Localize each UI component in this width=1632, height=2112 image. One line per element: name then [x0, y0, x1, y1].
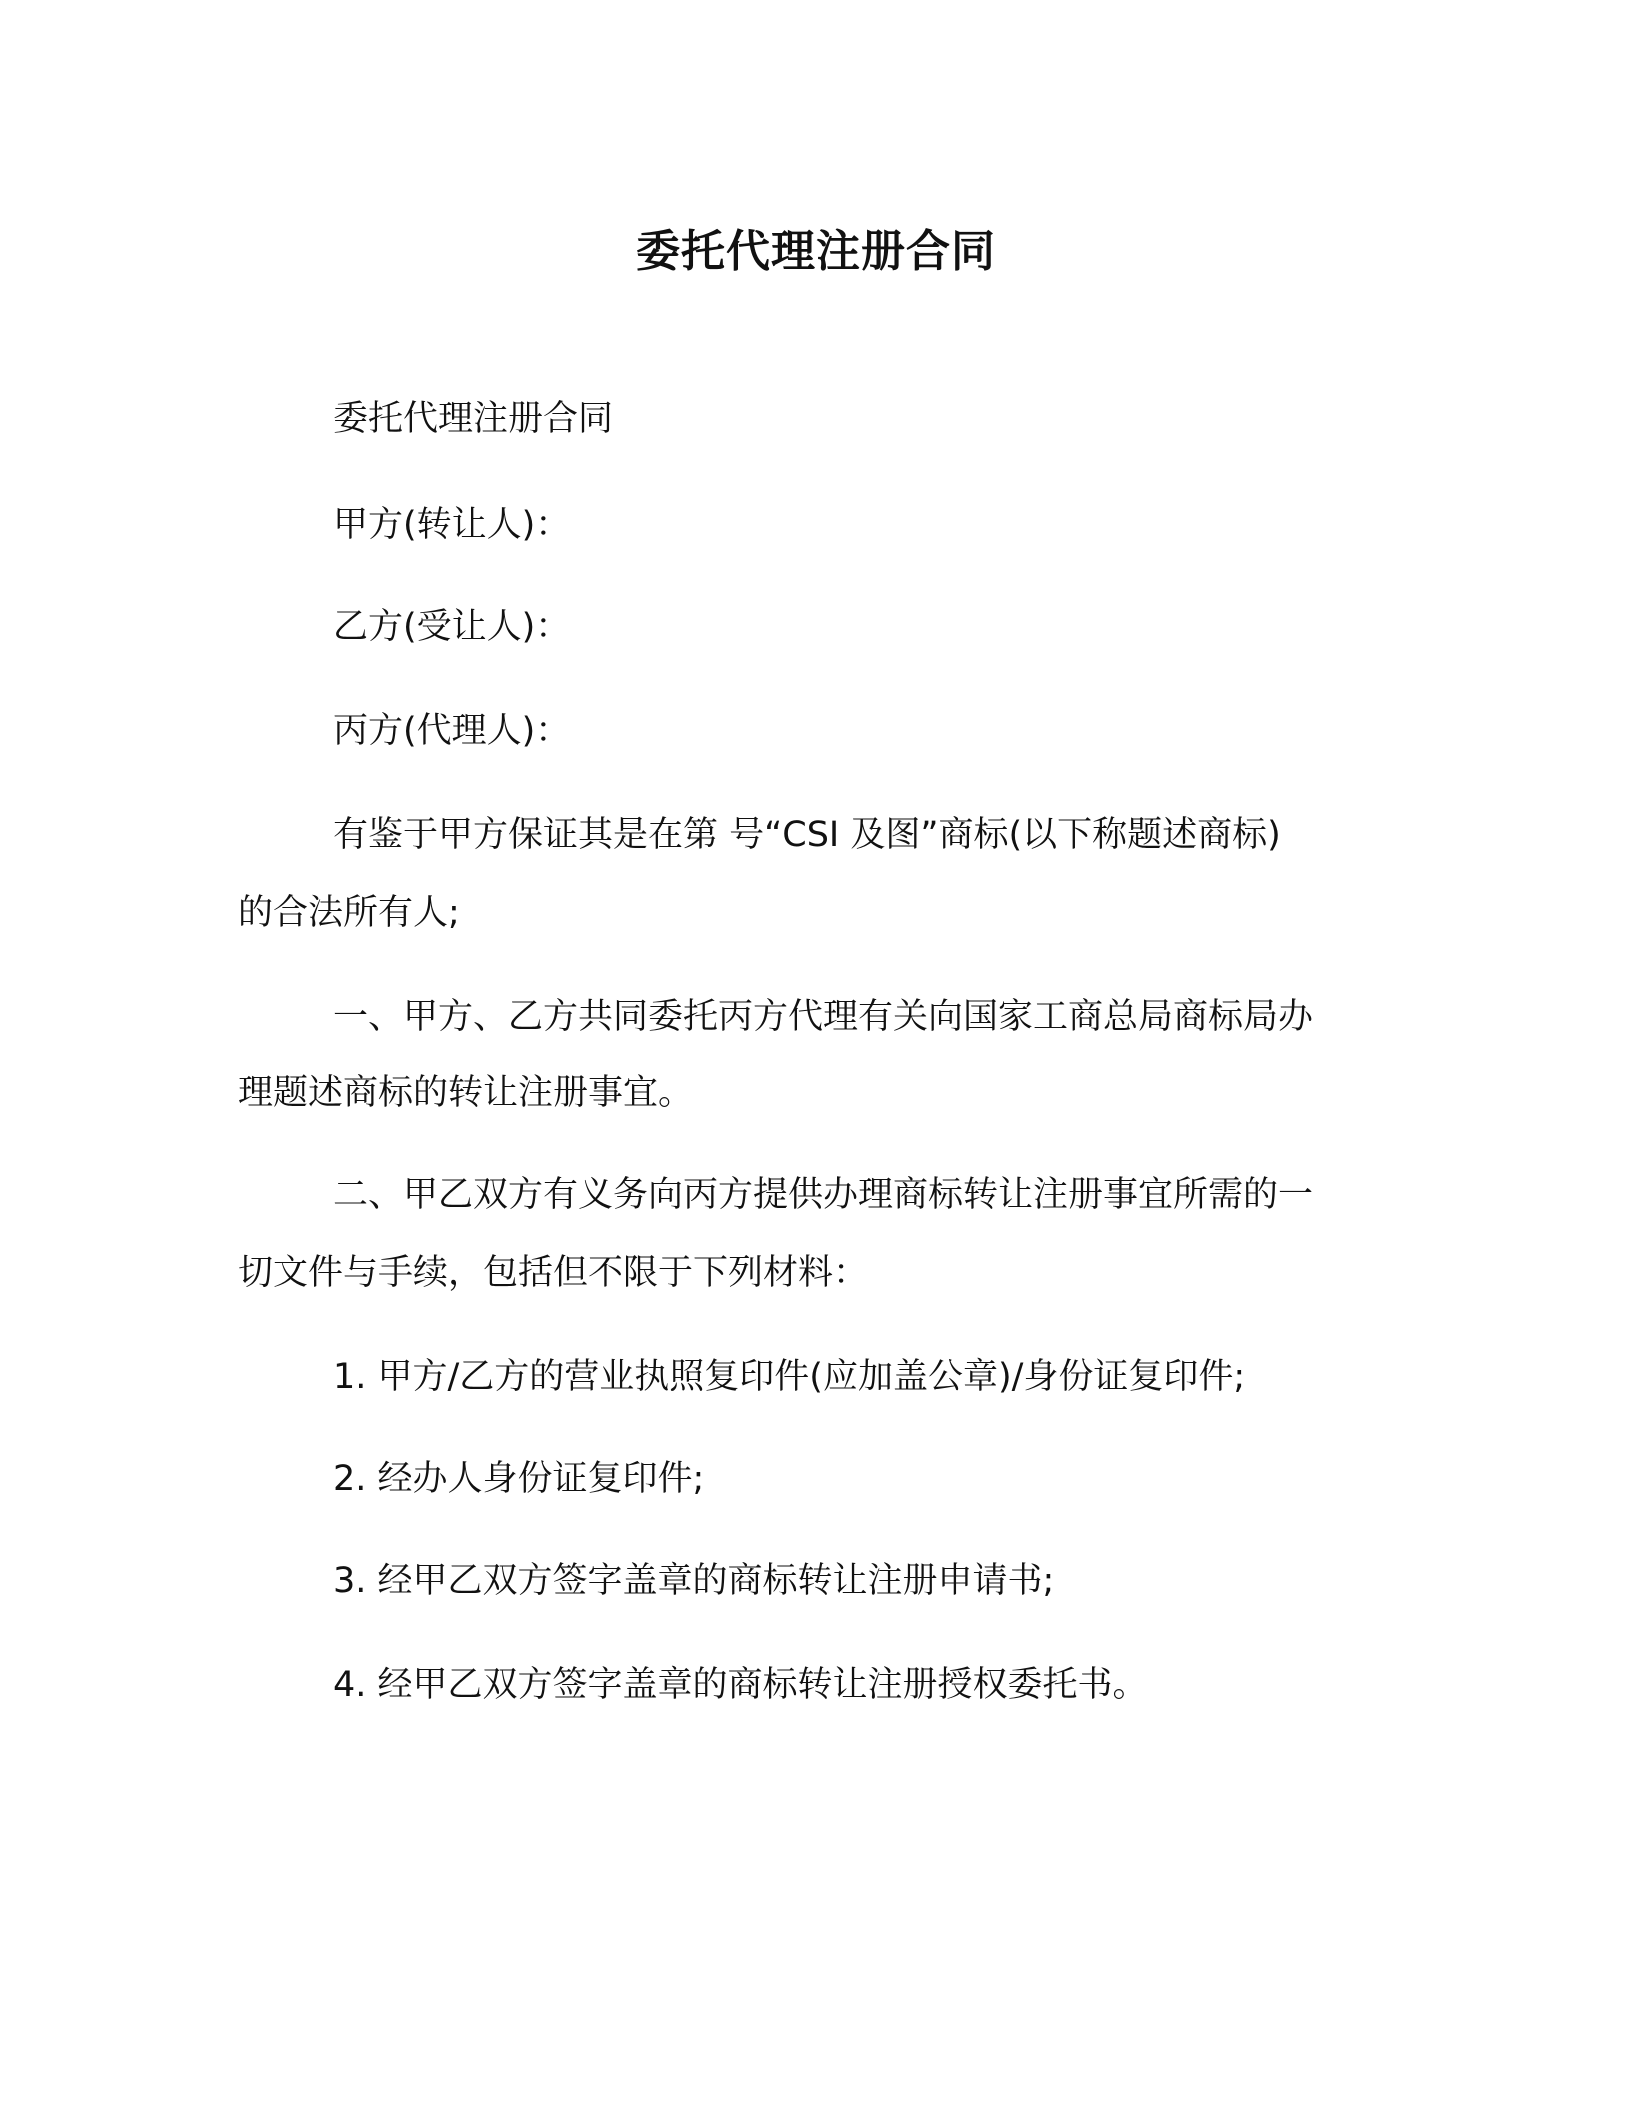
recital-line-1: 有鉴于甲方保证其是在第 号“CSI 及图”商标(以下称题述商标) — [333, 815, 1281, 855]
party-b-line: 乙方(受让人)： — [333, 607, 571, 647]
contract-heading: 委托代理注册合同 — [333, 399, 614, 439]
party-c-line: 丙方(代理人)： — [333, 711, 571, 751]
material-item-1: 1. 甲方/乙方的营业执照复印件(应加盖公章)/身份证复印件; — [333, 1357, 1246, 1397]
material-item-2: 2. 经办人身份证复印件; — [333, 1459, 705, 1499]
clause-1-line-2: 理题述商标的转让注册事宜。 — [238, 1073, 694, 1113]
clause-1-line-1: 一、甲方、乙方共同委托丙方代理有关向国家工商总局商标局办 — [333, 997, 1314, 1037]
clause-2-line-1: 二、甲乙双方有义务向丙方提供办理商标转让注册事宜所需的一 — [333, 1175, 1314, 1215]
clause-2-line-2: 切文件与手续，包括但不限于下列材料： — [238, 1253, 869, 1293]
recital-line-2: 的合法所有人; — [238, 893, 460, 933]
document-title: 委托代理注册合同 — [636, 226, 996, 277]
party-a-line: 甲方(转让人)： — [333, 505, 571, 545]
material-item-3: 3. 经甲乙双方签字盖章的商标转让注册申请书; — [333, 1561, 1055, 1601]
material-item-4: 4. 经甲乙双方签字盖章的商标转让注册授权委托书。 — [333, 1665, 1148, 1705]
